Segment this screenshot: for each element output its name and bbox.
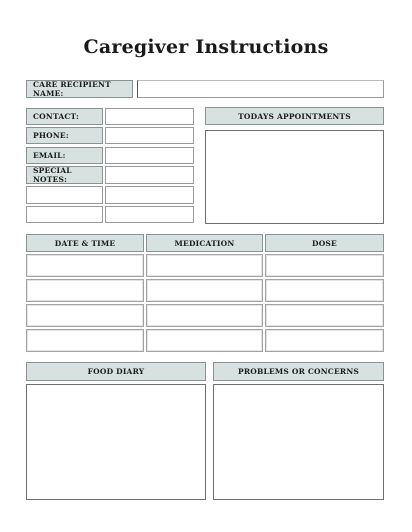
table-cell[interactable] xyxy=(26,329,144,352)
table-cell[interactable] xyxy=(146,329,263,352)
table-cell[interactable] xyxy=(265,254,384,277)
problems-header: PROBLEMS OR CONCERNS xyxy=(213,362,384,381)
extra-field[interactable] xyxy=(26,186,103,204)
table-cell[interactable] xyxy=(146,304,263,327)
care-recipient-label: CARE RECIPIENT NAME: xyxy=(26,80,133,98)
phone-label: PHONE: xyxy=(26,127,103,144)
table-cell[interactable] xyxy=(26,279,144,302)
email-input[interactable] xyxy=(105,147,194,164)
food-diary-header: FOOD DIARY xyxy=(26,362,206,381)
problems-box[interactable] xyxy=(213,384,384,500)
food-diary-box[interactable] xyxy=(26,384,206,500)
phone-input[interactable] xyxy=(105,127,194,144)
page-title: Caregiver Instructions xyxy=(83,36,329,58)
appointments-box[interactable] xyxy=(205,130,384,224)
special-notes-label: SPECIAL NOTES: xyxy=(26,166,103,184)
extra-field[interactable] xyxy=(105,206,194,223)
table-cell[interactable] xyxy=(265,279,384,302)
extra-field[interactable] xyxy=(26,206,103,223)
extra-field[interactable] xyxy=(105,186,194,204)
table-cell[interactable] xyxy=(265,304,384,327)
special-notes-input[interactable] xyxy=(105,166,194,184)
table-header-date-time: DATE & TIME xyxy=(26,234,144,252)
table-cell[interactable] xyxy=(265,329,384,352)
table-header-medication: MEDICATION xyxy=(146,234,263,252)
table-header-dose: DOSE xyxy=(265,234,384,252)
contact-input[interactable] xyxy=(105,108,194,125)
email-label: EMAIL: xyxy=(26,147,103,164)
appointments-header: TODAYS APPOINTMENTS xyxy=(205,107,384,125)
table-cell[interactable] xyxy=(146,254,263,277)
care-recipient-name-input[interactable] xyxy=(137,80,384,98)
table-cell[interactable] xyxy=(26,304,144,327)
contact-label: CONTACT: xyxy=(26,108,103,125)
table-cell[interactable] xyxy=(26,254,144,277)
table-cell[interactable] xyxy=(146,279,263,302)
